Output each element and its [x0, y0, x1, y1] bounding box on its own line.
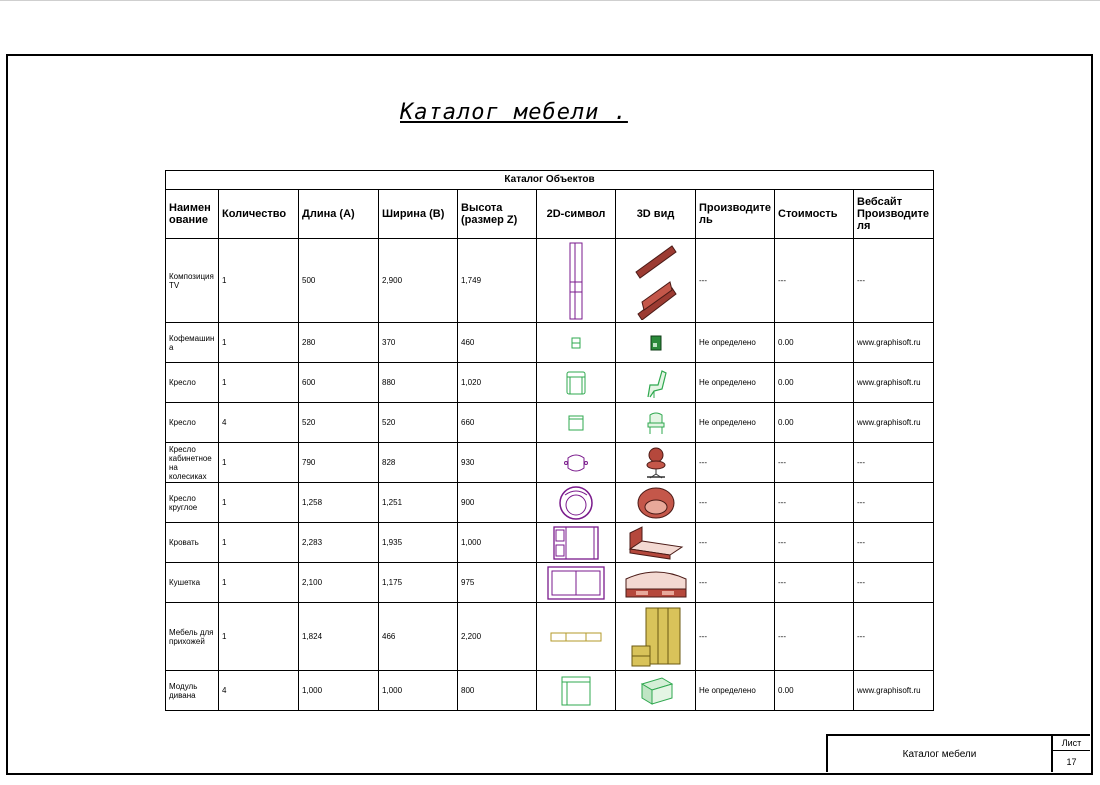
- cell-name: Композиция TV: [166, 239, 219, 323]
- chair-3d-icon: [616, 403, 696, 443]
- cell-website: ---: [854, 239, 934, 323]
- col-header-manufacturer: Производите ль: [696, 190, 775, 239]
- cell-website: www.graphisoft.ru: [854, 363, 934, 403]
- sofa-module-plan-icon: [537, 671, 616, 711]
- col-header-quantity: Количество: [219, 190, 299, 239]
- cell-width: 370: [379, 323, 458, 363]
- cell-website: ---: [854, 523, 934, 563]
- cell-cost: 0.00: [775, 671, 854, 711]
- title-block-sheet: [1051, 734, 1090, 772]
- col-header-3d-view: 3D вид: [616, 190, 696, 239]
- cell-quantity: 4: [219, 403, 299, 443]
- cell-width: 2,900: [379, 239, 458, 323]
- header-row: [166, 190, 934, 239]
- table-row: [166, 563, 934, 603]
- cell-cost: ---: [775, 483, 854, 523]
- cell-manufacturer: ---: [696, 563, 775, 603]
- table-row: [166, 671, 934, 711]
- cell-website: ---: [854, 563, 934, 603]
- armchair-3d-icon: [616, 363, 696, 403]
- cell-length: 500: [299, 239, 379, 323]
- cell-length: 1,258: [299, 483, 379, 523]
- cell-manufacturer: ---: [696, 443, 775, 483]
- chair-plan-icon: [537, 403, 616, 443]
- cell-manufacturer: ---: [696, 239, 775, 323]
- table-row: [166, 443, 934, 483]
- daybed-plan-icon: [537, 563, 616, 603]
- cell-quantity: 1: [219, 483, 299, 523]
- hallway-plan-icon: [537, 603, 616, 671]
- cell-height: 1,020: [458, 363, 537, 403]
- cell-quantity: 1: [219, 239, 299, 323]
- title-block-name: [826, 734, 1051, 772]
- cell-cost: ---: [775, 563, 854, 603]
- cell-cost: 0.00: [775, 403, 854, 443]
- table-row: [166, 483, 934, 523]
- office-chair-3d-icon: [616, 443, 696, 483]
- table-row: [166, 523, 934, 563]
- cell-width: 1,000: [379, 671, 458, 711]
- tv-plan-icon: [537, 239, 616, 323]
- cell-cost: ---: [775, 443, 854, 483]
- bed-plan-icon: [537, 523, 616, 563]
- cell-website: ---: [854, 483, 934, 523]
- armchair-plan-icon: [537, 363, 616, 403]
- col-header-width: Ширина (B): [379, 190, 458, 239]
- cell-height: 660: [458, 403, 537, 443]
- tv-unit-3d-icon: [616, 239, 696, 323]
- cell-website: www.graphisoft.ru: [854, 671, 934, 711]
- table-row: [166, 363, 934, 403]
- col-header-height: Высота (размер Z): [458, 190, 537, 239]
- cell-length: 520: [299, 403, 379, 443]
- sheet-number: 17: [1066, 757, 1077, 767]
- page-title: Каталог мебели .: [400, 100, 628, 125]
- cell-cost: ---: [775, 523, 854, 563]
- cell-height: 930: [458, 443, 537, 483]
- cell-manufacturer: Не определено: [696, 671, 775, 711]
- col-header-cost: Стоимость: [775, 190, 854, 239]
- coffee-machine-3d-icon: [616, 323, 696, 363]
- sheet-label: Лист: [1053, 736, 1090, 751]
- cell-width: 520: [379, 403, 458, 443]
- daybed-3d-icon: [616, 563, 696, 603]
- cell-width: 880: [379, 363, 458, 403]
- cell-quantity: 1: [219, 363, 299, 403]
- table-row: [166, 239, 934, 323]
- table-row: [166, 323, 934, 363]
- cell-cost: 0.00: [775, 363, 854, 403]
- cell-manufacturer: ---: [696, 523, 775, 563]
- cell-quantity: 1: [219, 563, 299, 603]
- cell-cost: ---: [775, 239, 854, 323]
- cell-height: 800: [458, 671, 537, 711]
- cell-height: 460: [458, 323, 537, 363]
- bed-3d-icon: [616, 523, 696, 563]
- cell-name: Кресло кабинетное на колесиках: [166, 443, 219, 483]
- col-header-website: Вебсайт Производите ля: [854, 190, 934, 239]
- cell-website: www.graphisoft.ru: [854, 323, 934, 363]
- cell-manufacturer: ---: [696, 603, 775, 671]
- cell-height: 1,749: [458, 239, 537, 323]
- cell-website: ---: [854, 443, 934, 483]
- cell-width: 1,935: [379, 523, 458, 563]
- table-row: [166, 403, 934, 443]
- round-chair-3d-icon: [616, 483, 696, 523]
- table-row: [166, 603, 934, 671]
- cell-website: www.graphisoft.ru: [854, 403, 934, 443]
- cell-width: 828: [379, 443, 458, 483]
- cell-width: 1,175: [379, 563, 458, 603]
- cell-quantity: 1: [219, 443, 299, 483]
- cell-website: ---: [854, 603, 934, 671]
- cell-name: Кофемашин а: [166, 323, 219, 363]
- cell-length: 790: [299, 443, 379, 483]
- table-title: Каталог Объектов: [166, 171, 934, 190]
- office-chair-plan-icon: [537, 443, 616, 483]
- col-header-length: Длина (A): [299, 190, 379, 239]
- cell-name: Мебель для прихожей: [166, 603, 219, 671]
- cell-quantity: 1: [219, 603, 299, 671]
- round-chair-plan-icon: [537, 483, 616, 523]
- title-block-label: Каталог мебели: [902, 748, 977, 760]
- cell-name: Кровать: [166, 523, 219, 563]
- sofa-module-3d-icon: [616, 671, 696, 711]
- cell-width: 1,251: [379, 483, 458, 523]
- hallway-3d-icon: [616, 603, 696, 671]
- cell-name: Модуль дивана: [166, 671, 219, 711]
- cell-width: 466: [379, 603, 458, 671]
- cell-quantity: 1: [219, 323, 299, 363]
- col-header-2d-symbol: 2D-символ: [537, 190, 616, 239]
- cell-name: Кресло: [166, 403, 219, 443]
- cell-manufacturer: Не определено: [696, 323, 775, 363]
- cell-height: 975: [458, 563, 537, 603]
- col-header-name: Наимен ование: [166, 190, 219, 239]
- cell-manufacturer: ---: [696, 483, 775, 523]
- cell-height: 2,200: [458, 603, 537, 671]
- cell-quantity: 1: [219, 523, 299, 563]
- coffee-machine-plan-icon: [537, 323, 616, 363]
- cell-length: 1,000: [299, 671, 379, 711]
- cell-height: 1,000: [458, 523, 537, 563]
- cell-length: 280: [299, 323, 379, 363]
- cell-length: 2,283: [299, 523, 379, 563]
- cell-name: Кресло: [166, 363, 219, 403]
- cell-length: 2,100: [299, 563, 379, 603]
- cell-cost: ---: [775, 603, 854, 671]
- cell-length: 600: [299, 363, 379, 403]
- cell-length: 1,824: [299, 603, 379, 671]
- cell-height: 900: [458, 483, 537, 523]
- window-top-edge: [0, 0, 1100, 1]
- cell-name: Кресло круглое: [166, 483, 219, 523]
- cell-name: Кушетка: [166, 563, 219, 603]
- cell-quantity: 4: [219, 671, 299, 711]
- cell-manufacturer: Не определено: [696, 403, 775, 443]
- cell-manufacturer: Не определено: [696, 363, 775, 403]
- cell-cost: 0.00: [775, 323, 854, 363]
- catalog-table: [165, 170, 934, 711]
